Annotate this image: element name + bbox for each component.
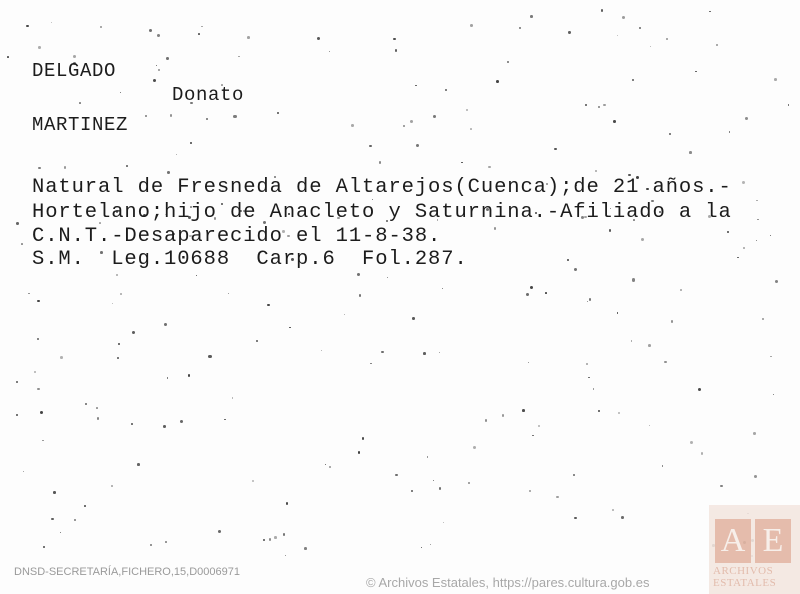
paper-speck <box>530 15 533 18</box>
paper-speck <box>662 465 664 467</box>
paper-speck <box>756 200 758 202</box>
paper-speck <box>574 268 577 271</box>
paper-speck <box>228 293 229 294</box>
paper-speck <box>164 323 167 326</box>
paper-speck <box>775 280 778 283</box>
paper-speck <box>126 165 128 167</box>
paper-speck <box>416 144 419 147</box>
paper-speck <box>7 56 9 58</box>
paper-speck <box>442 288 443 289</box>
paper-speck <box>488 166 490 168</box>
record-line: S.M. Leg.10688 Carp.6 Fol.287. <box>32 248 468 271</box>
paper-speck <box>117 357 119 359</box>
paper-speck <box>445 89 447 91</box>
paper-speck <box>618 412 620 414</box>
paper-speck <box>598 410 600 412</box>
paper-speck <box>97 417 100 420</box>
paper-speck <box>190 142 192 144</box>
paper-speck <box>788 104 790 106</box>
paper-speck <box>351 124 354 127</box>
paper-speck <box>359 294 361 296</box>
paper-speck <box>37 300 39 302</box>
paper-speck <box>421 547 422 548</box>
paper-speck <box>64 166 67 169</box>
paper-speck <box>485 419 487 421</box>
paper-speck <box>753 432 756 435</box>
paper-speck <box>96 407 98 409</box>
paper-speck <box>111 485 113 487</box>
paper-speck <box>494 227 496 229</box>
paper-speck <box>84 505 86 507</box>
paper-speck <box>132 331 135 334</box>
paper-speck <box>131 423 133 425</box>
paper-speck <box>344 314 345 315</box>
paper-speck <box>410 120 413 123</box>
paper-speck <box>317 37 320 40</box>
paper-speck <box>650 46 651 47</box>
paper-speck <box>120 92 122 94</box>
paper-speck <box>430 544 431 545</box>
paper-speck <box>439 487 442 490</box>
paper-speck <box>574 517 576 519</box>
record-line: C.N.T.-Desaparecido el 11-8-38. <box>32 225 442 248</box>
paper-speck <box>325 464 326 465</box>
paper-speck <box>528 362 529 363</box>
paper-speck <box>554 148 557 151</box>
paper-speck <box>470 24 473 27</box>
paper-speck <box>224 419 226 421</box>
paper-speck <box>466 109 468 111</box>
record-line: Hortelano;hijo de Anacleto y Saturnina.-Afiliado a la <box>32 201 732 224</box>
paper-speck <box>176 154 177 155</box>
paper-speck <box>601 9 604 12</box>
paper-speck <box>529 490 532 493</box>
paper-speck <box>545 292 547 294</box>
paper-speck <box>587 301 589 303</box>
paper-speck <box>622 16 625 19</box>
paper-speck <box>680 289 682 291</box>
paper-speck <box>21 243 23 245</box>
paper-speck <box>283 533 286 536</box>
paper-speck <box>153 79 156 82</box>
archivos-estatales-logo <box>709 505 800 594</box>
paper-speck <box>586 363 588 365</box>
paper-speck <box>695 71 697 73</box>
paper-speck <box>632 79 634 81</box>
paper-speck <box>387 277 388 278</box>
paper-speck <box>16 381 19 384</box>
paper-speck <box>639 27 641 29</box>
paper-speck <box>522 409 525 412</box>
paper-speck <box>773 394 774 395</box>
paper-speck <box>285 555 287 557</box>
paper-speck <box>770 356 771 357</box>
paper-speck <box>53 491 56 494</box>
paper-speck <box>85 403 87 405</box>
paper-speck <box>16 414 18 416</box>
paper-speck <box>720 485 723 488</box>
reference-code: DNSD-SECRETARÍA,FICHERO,15,D0006971 <box>14 566 240 578</box>
logo-letter-a: A <box>715 519 751 563</box>
paper-speck <box>603 104 606 107</box>
paper-speck <box>649 425 650 426</box>
paper-speck <box>163 425 166 428</box>
paper-speck <box>198 33 200 35</box>
paper-speck <box>745 117 748 120</box>
surname-first: DELGADO <box>32 60 117 82</box>
paper-speck <box>208 355 211 358</box>
paper-speck <box>433 480 434 481</box>
paper-speck <box>415 85 417 87</box>
paper-speck <box>16 222 19 225</box>
paper-speck <box>689 151 692 154</box>
surname-second: MARTINEZ <box>32 114 129 136</box>
paper-speck <box>595 170 597 172</box>
paper-speck <box>589 298 591 300</box>
paper-speck <box>690 441 693 444</box>
paper-speck <box>206 118 208 120</box>
paper-speck <box>247 36 250 39</box>
paper-speck <box>381 351 383 353</box>
paper-speck <box>370 363 371 364</box>
paper-speck <box>433 115 436 118</box>
paper-speck <box>468 482 470 484</box>
paper-speck <box>167 377 168 378</box>
paper-speck <box>556 496 558 498</box>
paper-speck <box>617 312 619 314</box>
paper-speck <box>329 466 331 468</box>
paper-speck <box>74 519 76 521</box>
paper-speck <box>530 286 533 289</box>
paper-speck <box>593 388 594 389</box>
paper-speck <box>473 446 476 449</box>
paper-speck <box>118 343 120 345</box>
paper-speck <box>439 352 440 353</box>
paper-speck <box>233 115 236 118</box>
paper-speck <box>170 114 172 116</box>
paper-speck <box>196 275 197 276</box>
paper-speck <box>573 474 575 476</box>
logo-text-line: ARCHIVOS <box>713 565 774 577</box>
paper-speck <box>403 125 405 127</box>
paper-speck <box>120 293 122 295</box>
paper-speck <box>664 361 666 363</box>
paper-speck <box>321 350 323 352</box>
paper-speck <box>37 338 39 340</box>
paper-speck <box>519 27 520 28</box>
paper-speck <box>641 238 644 241</box>
paper-speck <box>28 293 29 294</box>
paper-speck <box>613 120 616 123</box>
paper-speck <box>756 240 757 241</box>
paper-speck <box>669 133 671 135</box>
paper-speck <box>79 102 81 104</box>
paper-speck <box>60 532 61 533</box>
paper-speck <box>612 509 614 511</box>
paper-speck <box>157 34 160 37</box>
paper-speck <box>754 475 757 478</box>
paper-speck <box>369 145 372 148</box>
paper-speck <box>567 259 570 262</box>
paper-speck <box>289 327 290 328</box>
paper-speck <box>507 61 509 63</box>
paper-speck <box>156 65 157 66</box>
paper-speck <box>698 388 701 391</box>
paper-speck <box>43 546 45 548</box>
paper-speck <box>423 352 426 355</box>
paper-speck <box>538 425 540 427</box>
paper-speck <box>774 78 777 81</box>
paper-speck <box>443 522 444 523</box>
paper-speck <box>502 414 505 417</box>
paper-speck <box>742 181 745 184</box>
paper-speck <box>165 541 167 543</box>
paper-speck <box>158 69 159 70</box>
paper-speck <box>393 38 396 41</box>
paper-speck <box>166 57 169 60</box>
paper-speck <box>757 219 759 221</box>
paper-speck <box>238 56 239 57</box>
paper-speck <box>150 544 152 546</box>
paper-speck <box>358 451 361 454</box>
paper-speck <box>631 340 633 342</box>
paper-speck <box>585 104 587 106</box>
copyright-notice: © Archivos Estatales, https://pares.cultura.gob.es <box>366 575 650 590</box>
paper-speck <box>357 273 360 276</box>
paper-speck <box>73 55 76 58</box>
paper-speck <box>116 274 118 276</box>
paper-speck <box>256 340 258 342</box>
paper-speck <box>632 278 635 281</box>
paper-speck <box>40 411 43 414</box>
paper-speck <box>621 516 624 519</box>
paper-speck <box>38 46 41 49</box>
paper-speck <box>304 547 307 550</box>
paper-speck <box>412 317 415 320</box>
paper-speck <box>411 490 413 492</box>
paper-speck <box>609 229 611 231</box>
paper-speck <box>42 440 44 442</box>
paper-speck <box>269 538 271 540</box>
paper-speck <box>588 377 589 378</box>
paper-speck <box>526 293 529 296</box>
paper-speck <box>218 530 221 533</box>
paper-speck <box>286 502 288 504</box>
paper-speck <box>379 161 382 164</box>
logo-text-line: ESTATALES <box>713 577 777 589</box>
paper-speck <box>167 171 170 174</box>
paper-speck <box>617 35 618 36</box>
paper-speck <box>51 22 52 23</box>
paper-speck <box>362 437 365 440</box>
paper-speck <box>770 235 772 237</box>
paper-speck <box>34 371 36 373</box>
paper-speck <box>737 257 738 258</box>
paper-speck <box>727 231 729 233</box>
paper-speck <box>274 536 277 539</box>
paper-speck <box>26 25 28 27</box>
paper-speck <box>666 38 668 40</box>
paper-speck <box>232 397 234 399</box>
paper-speck <box>395 474 397 476</box>
paper-speck <box>461 162 463 164</box>
paper-speck <box>329 51 330 52</box>
paper-speck <box>38 167 40 169</box>
paper-speck <box>277 112 280 115</box>
paper-speck <box>568 31 570 33</box>
paper-speck <box>743 247 745 249</box>
paper-speck <box>137 463 140 466</box>
paper-speck <box>37 388 40 391</box>
paper-speck <box>188 374 191 377</box>
paper-speck <box>470 128 472 130</box>
logo-letter-e: E <box>755 519 791 563</box>
paper-speck <box>267 304 270 307</box>
paper-speck <box>598 106 600 108</box>
record-line: Natural de Fresneda de Altarejos(Cuenca);de 21 años.- <box>32 176 732 199</box>
given-name: Donato <box>172 84 245 106</box>
paper-speck <box>729 131 731 133</box>
paper-speck <box>648 344 651 347</box>
paper-speck <box>112 303 113 304</box>
paper-speck <box>100 26 102 28</box>
paper-speck <box>51 518 53 520</box>
paper-speck <box>252 480 254 482</box>
paper-speck <box>427 456 428 457</box>
paper-speck <box>263 539 266 542</box>
paper-speck <box>671 320 674 323</box>
paper-speck <box>60 356 63 359</box>
paper-speck <box>149 29 152 32</box>
paper-speck <box>716 44 718 46</box>
paper-speck <box>201 26 203 28</box>
paper-speck <box>709 11 710 12</box>
paper-speck <box>762 318 764 320</box>
paper-speck <box>532 435 534 437</box>
paper-speck <box>180 420 183 423</box>
paper-speck <box>395 49 398 52</box>
paper-speck <box>701 452 703 454</box>
paper-speck <box>496 80 499 83</box>
paper-speck <box>145 115 147 117</box>
paper-speck <box>23 471 24 472</box>
